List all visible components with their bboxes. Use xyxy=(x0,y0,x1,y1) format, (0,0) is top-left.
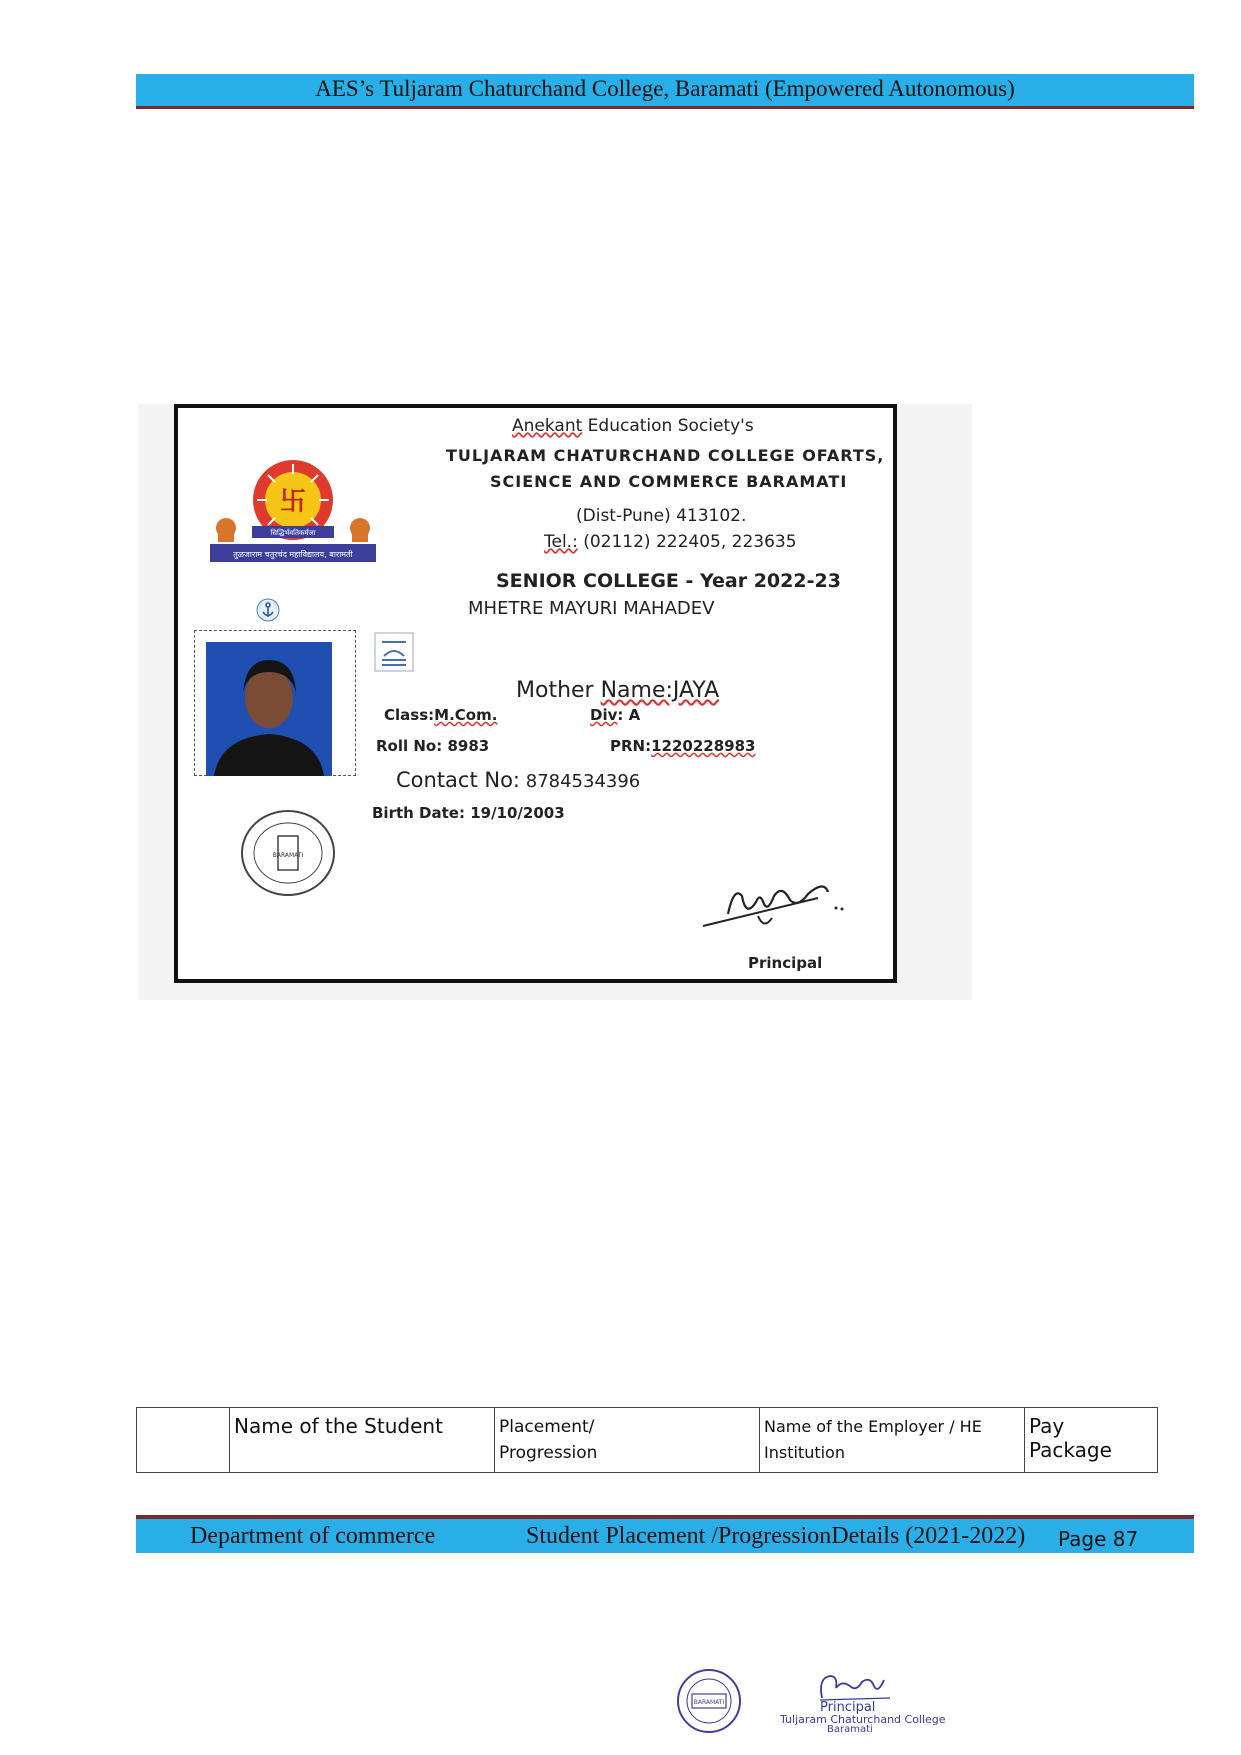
student-photo xyxy=(206,642,332,776)
college-name-line2: SCIENCE AND COMMERCE BARAMATI xyxy=(490,472,848,491)
class-field: Class:M.Com. xyxy=(384,706,498,724)
page-number: Page 87 xyxy=(1058,1527,1139,1551)
college-stamp-icon xyxy=(676,1668,742,1734)
header-title: AES’s Tuljaram Chaturchand College, Baramati (Empowered Autonomous) xyxy=(315,76,1015,101)
contact-number-field: Contact No: 8784534396 xyxy=(396,768,641,792)
svg-text:BARAMATI: BARAMATI xyxy=(693,1699,725,1706)
logo-banner-text: तुळजाराम चतुरचंद महाविद्यालय, बारामती xyxy=(233,550,353,559)
section-title: SENIOR COLLEGE - Year 2022-23 xyxy=(496,570,841,592)
footer-title: Student Placement /ProgressionDetails (2021-2022) xyxy=(526,1523,1026,1549)
anchor-icon[interactable] xyxy=(256,598,280,622)
logo-motto: सिद्धिर्भवतिकर्मजा xyxy=(270,529,316,537)
table-header-student-name: Name of the Student xyxy=(230,1408,495,1473)
table-header-row xyxy=(137,1408,1158,1473)
svg-text:BARAMATI: BARAMATI xyxy=(272,852,304,859)
layout-options-icon[interactable] xyxy=(374,632,414,672)
svg-text:卐: 卐 xyxy=(279,487,307,517)
college-address: (Dist-Pune) 413102. xyxy=(576,506,747,526)
college-telephone: Tel.: (02112) 222405, 223635 xyxy=(544,532,797,552)
table-header-employer: Name of the Employer / HE Institution xyxy=(760,1408,1025,1473)
college-logo-icon xyxy=(208,458,378,570)
table-cell-serial xyxy=(137,1408,230,1473)
mother-name: Mother Name:JAYA xyxy=(516,678,720,703)
placement-table xyxy=(136,1407,1158,1473)
society-name: Anekant Education Society's xyxy=(512,416,754,436)
page-footer xyxy=(136,1515,1194,1553)
page-header xyxy=(136,74,1194,109)
college-seal-stamp xyxy=(238,808,338,898)
principal-label: Principal xyxy=(748,954,823,972)
bottom-principal-label: Principal xyxy=(820,1700,876,1715)
prn-field: PRN:1220228983 xyxy=(610,737,756,755)
roll-number-field: Roll No: 8983 xyxy=(376,737,490,755)
footer-department: Department of commerce xyxy=(190,1523,436,1549)
bottom-college-city: Baramati xyxy=(827,1724,873,1735)
table-header-pay-package: Pay Package xyxy=(1025,1408,1158,1473)
table-header-placement: Placement/ Progression xyxy=(495,1408,760,1473)
birth-date-field: Birth Date: 19/10/2003 xyxy=(372,804,565,822)
bottom-college-name: Tuljaram Chaturchand College xyxy=(780,1713,946,1726)
division-field: Div: A xyxy=(590,706,641,724)
principal-signature xyxy=(698,856,868,936)
id-card xyxy=(174,404,897,983)
student-name: MHETRE MAYURI MAHADEV xyxy=(468,598,715,619)
college-name-line1: TULJARAM CHATURCHAND COLLEGE OFARTS, xyxy=(446,446,885,465)
